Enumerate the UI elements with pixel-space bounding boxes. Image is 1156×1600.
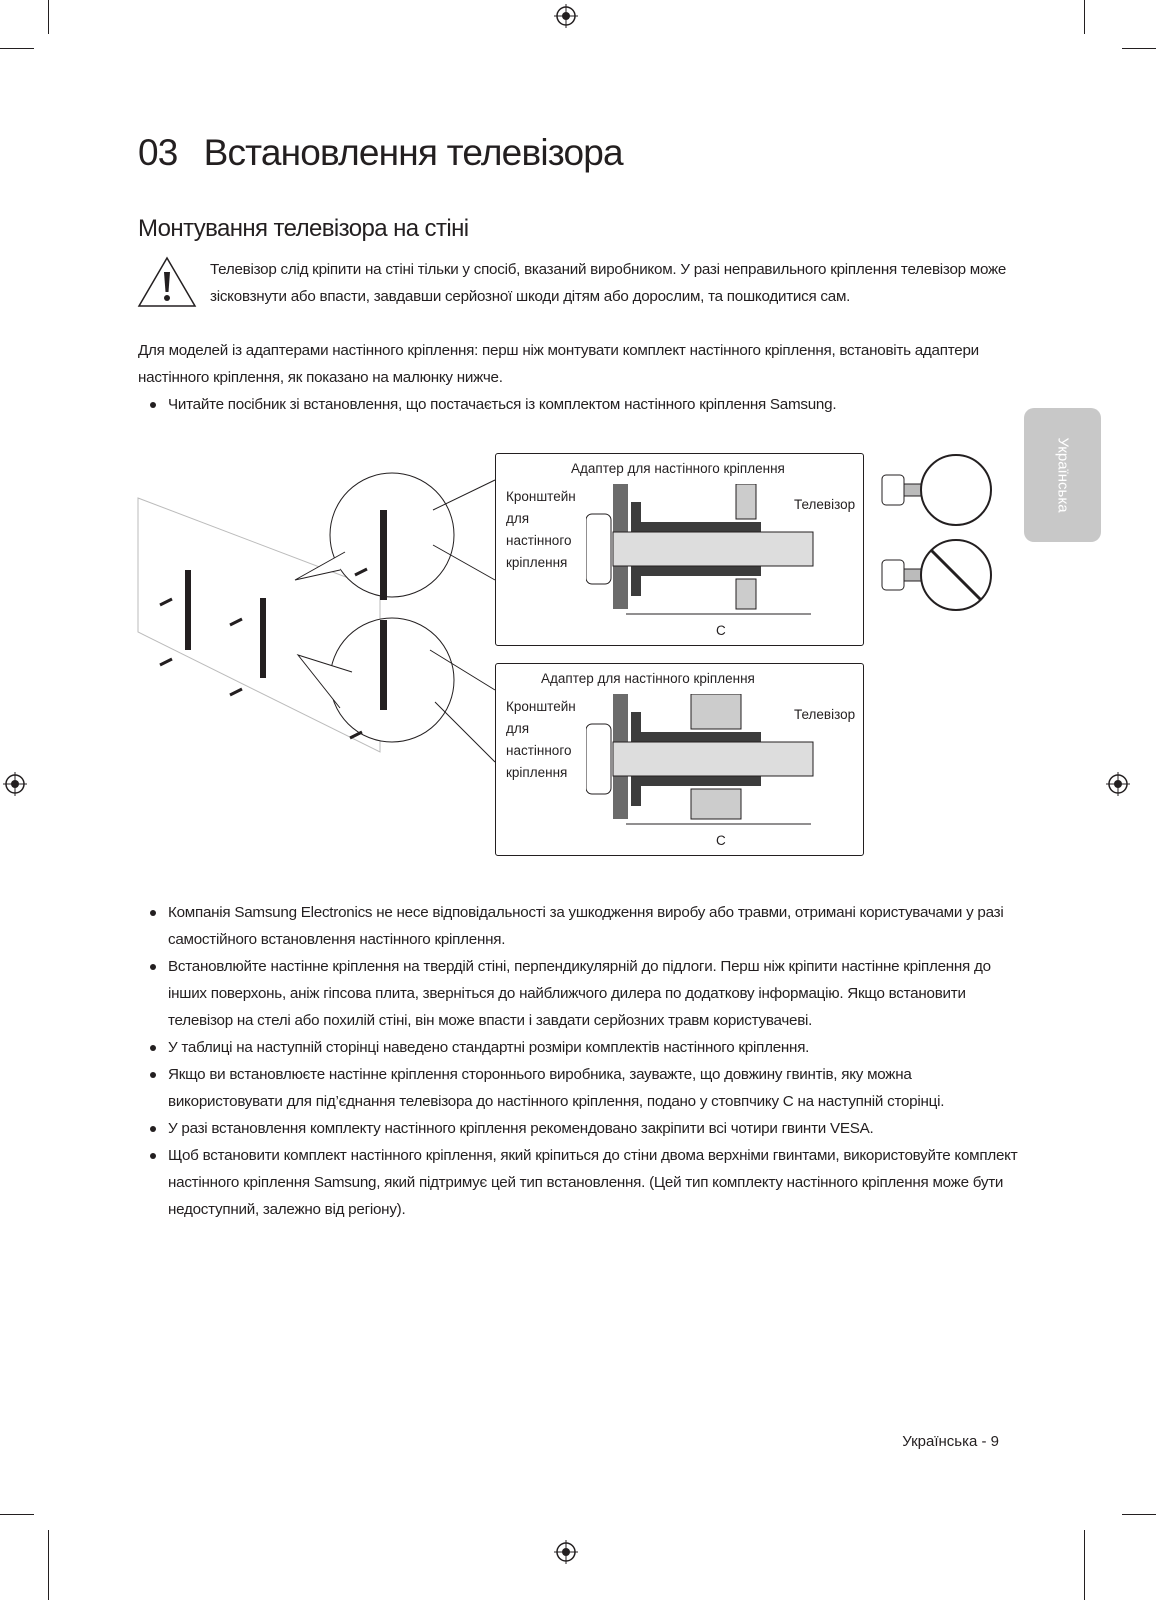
bracket-label (506, 696, 576, 784)
list-item: Встановлюйте настінне кріплення на твердій стіні, перпендикулярній до підлоги. Перш ніж кріпити настінне кріплення до інших поверхонь, аніж гіпсова плита, зверніться до найближчого дилера по додаткову інформацію. Якщо встановити телевізор на стелі або похилій стіні, він може впасти і завдати серйозних травм користувачеві. (138, 953, 1018, 1034)
warning-text: Телевізор слід кріпити на стіні тільки у спосіб, вказаний виробником. У разі неправильного кріплення телевізор може зісковзнути або впасти, завдавши серйозної шкоди дітям або дорослим, та пошкодитися сам. (210, 261, 1007, 305)
top-bullet-list (138, 391, 1018, 418)
list-item: У разі встановлення комплекту настінного кріплення рекомендовано закріпити всі чотири гвинти VESA. (138, 1115, 1018, 1142)
tv-label: Телевізор (794, 497, 856, 512)
crop-mark (48, 1530, 49, 1600)
chapter-title-text: Встановлення телевізора (203, 132, 623, 173)
bottom-bullet-list (138, 899, 1018, 1223)
crop-mark (1084, 0, 1085, 34)
page-footer: Українська - 9 (902, 1433, 999, 1450)
intro-paragraph: Для моделей із адаптерами настінного кріплення: перш ніж монтувати комплект настінного кріплення, встановіть адаптери настінного кріплення, як показано на малюнку нижче. (138, 342, 979, 386)
detail-box-bottom (495, 663, 864, 856)
crop-mark (1084, 1530, 1085, 1600)
adapter-label: Адаптер для настінного кріплення (541, 671, 755, 686)
language-side-tab (1024, 408, 1101, 542)
bracket-label-line: настінного (506, 533, 572, 548)
bracket-label-line: Кронштейн (506, 699, 576, 714)
crop-mark (0, 48, 34, 49)
crop-mark (1122, 48, 1156, 49)
bracket-label-line: для (506, 721, 530, 736)
crop-mark (1122, 1514, 1156, 1515)
crop-mark (48, 0, 49, 34)
registration-mark-icon (554, 1540, 578, 1564)
language-tab-label: Українська (1054, 437, 1071, 513)
registration-mark-icon (554, 4, 578, 28)
registration-mark-icon (1106, 772, 1130, 796)
list-item: Читайте посібник зі встановлення, що постачається із комплектом настінного кріплення Samsung. (138, 391, 1018, 418)
bracket-label-line: Кронштейн (506, 489, 576, 504)
tv-label: Телевізор (794, 707, 856, 722)
section-title: Монтування телевізора на стіні (138, 215, 469, 242)
crop-mark (0, 1514, 34, 1515)
list-item: Компанія Samsung Electronics не несе відповідальності за ушкодження виробу або травми, отримані користувачами у разі самостійного встановлення настінного кріплення. (138, 899, 1018, 953)
list-item: Щоб встановити комплект настінного кріплення, який кріпиться до стіни двома верхніми гвинтами, використовуйте комплект настінного кріплення Samsung, який підтримує цей тип встановлення. (Цей тип комплекту настінного кріплення може бути недоступний, залежно від регіону). (138, 1142, 1018, 1223)
chapter-number: 03 (138, 132, 178, 173)
screw-cross-section (586, 694, 816, 854)
bracket-label (506, 486, 576, 574)
list-item: Якщо ви встановлюєте настінне кріплення стороннього виробника, зауважте, що довжину гвинтів, яку можна використовувати для під’єднання телевізора до настінного кріплення, подано у стовпчику C на наступній сторінці. (138, 1061, 1018, 1115)
chapter-title (138, 132, 623, 174)
screw-cross-section (586, 484, 816, 644)
bracket-label-line: настінного (506, 743, 572, 758)
list-item: У таблиці на наступній сторінці наведено стандартні розміри комплектів настінного кріплення. (138, 1034, 1018, 1061)
bracket-label-line: для (506, 511, 530, 526)
adapter-label: Адаптер для настінного кріплення (571, 461, 785, 476)
registration-mark-icon (3, 772, 27, 796)
warning-triangle-icon (137, 256, 197, 308)
dimension-c-label: C (716, 833, 726, 848)
bracket-label-line: кріплення (506, 765, 568, 780)
dimension-c-label: C (716, 623, 726, 638)
bracket-label-line: кріплення (506, 555, 568, 570)
detail-box-top (495, 453, 864, 646)
